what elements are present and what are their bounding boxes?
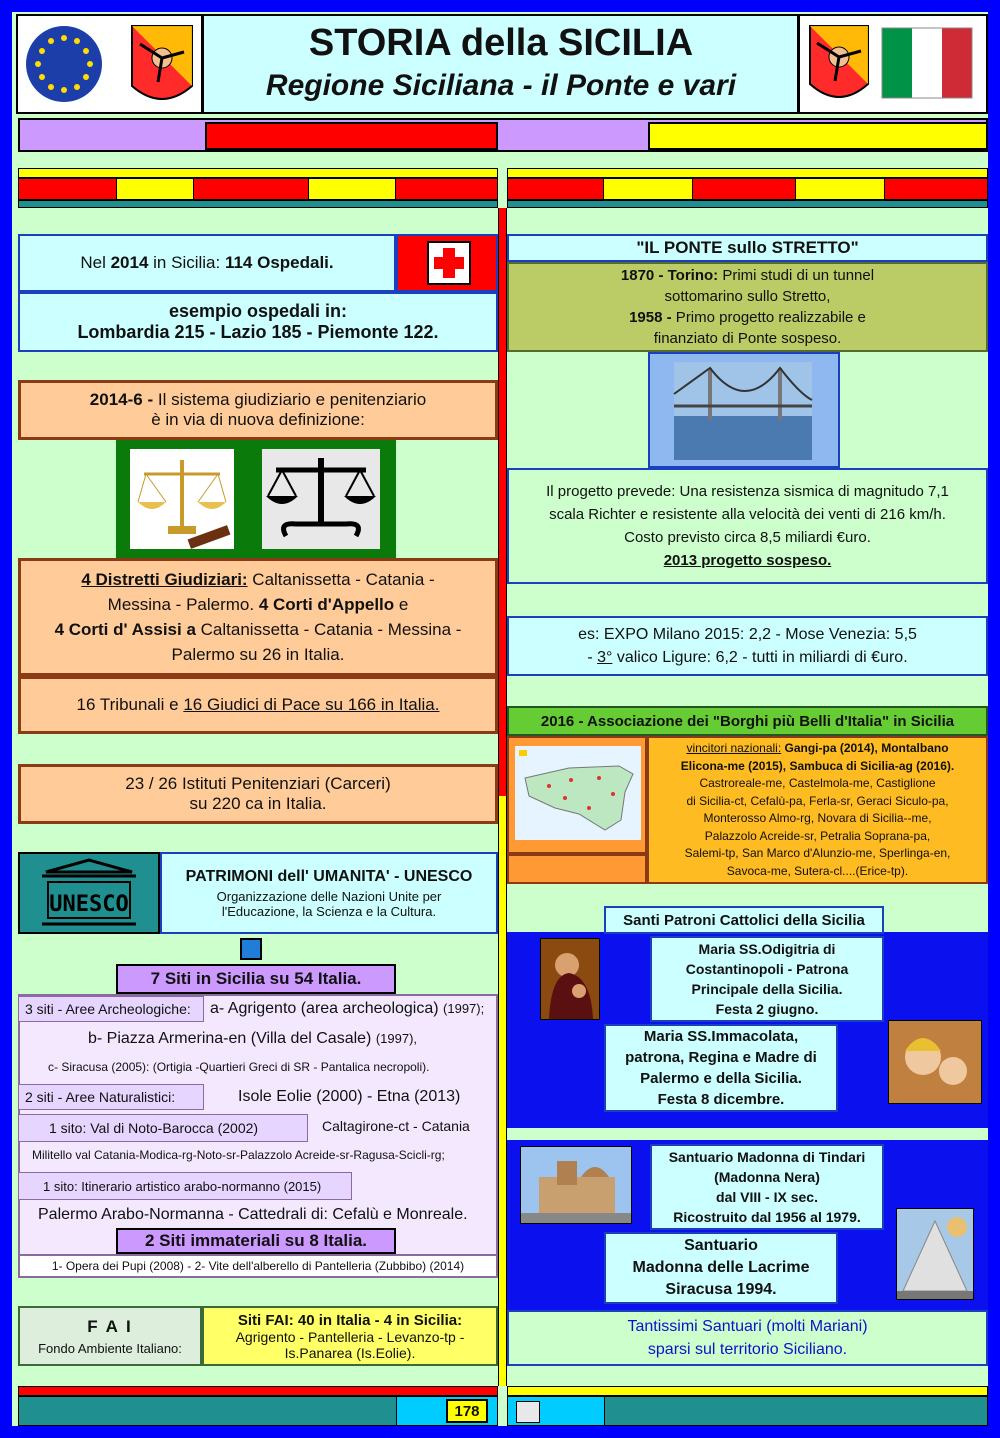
center-divider-lower <box>498 796 507 1386</box>
unesco-logo <box>18 852 160 934</box>
odigitria-box: Maria SS.Odigitria di Costantinopoli - Patrona Principale della Sicilia. Festa 2 giugno. <box>650 936 884 1022</box>
fai-sites-box: Siti FAI: 40 in Italia - 4 in Sicilia: Agrigento - Pantelleria - Levanzo-tp - Is.Panarea (Is.Eolie). <box>202 1306 498 1366</box>
noto-text: Caltagirone-ct - Catania <box>322 1118 470 1134</box>
archeo-a: a- Agrigento (area archeologica) (1997); <box>210 1000 485 1017</box>
justice-box: 2014-6 - Il sistema giudiziario e penitenziario è in via di nuova definizione: <box>18 380 498 440</box>
footer-left <box>18 1386 498 1426</box>
italy-flag-icon <box>800 16 989 112</box>
band-red <box>205 122 498 150</box>
scales-icon <box>262 449 380 549</box>
eu-flag-icon <box>18 16 204 112</box>
right-stripe <box>507 168 988 208</box>
madonna-statue-icon <box>889 1021 981 1103</box>
hospitals-box: Nel 2014 in Sicilia: 114 Ospedali. <box>18 234 396 292</box>
trinacria-icon <box>810 26 868 97</box>
madonna-icon-painting <box>541 939 599 1019</box>
footer-qr-icon <box>516 1401 540 1423</box>
bridge-history-box: 1870 - Torino: Primi studi di un tunnel sottomarino sullo Stretto, 1958 - Primo progetto realizzabile e finanziato di Ponte sospeso. <box>507 262 988 352</box>
tindari-image <box>520 1146 632 1224</box>
immacolata-image <box>888 1020 982 1104</box>
header-right-logos <box>797 16 986 112</box>
justice-images <box>116 440 396 558</box>
borghi-list-box: vincitori nazionali: Gangi-pa (2014), Montalbano Elicona-me (2015), Sambuca di Sicilia-ag (2016). Castroreale-me, Castelmola-me, Castiglione di Sicilia-ct, Cefalù-pa, Ferla-sr, Geraci Siculo-pa, Monterosso Almo-rg, Novara di Sicilia--me, Palazzolo Acreide-sr, Petralia Soprana-pa, Salemi-tp, San Marco d'Alunzio-me, Sperlinga-en, Savoca-me, Sutera-cl....(Erice-tp). <box>647 736 988 884</box>
tindari-church-icon <box>521 1147 631 1223</box>
districts-box: 4 Distretti Giudiziari: Caltanissetta - Catania - Messina - Palermo. 4 Corti d'Appello e 4 Corti d' Assisi a Caltanissetta - Catania - Messina - Palermo su 26 in Italia. <box>18 558 498 676</box>
unesco-title-box: PATRIMONI dell' UMANITA' - UNESCO Organizzazione delle Nazioni Unite per l'Educazione, la Scienza e la Cultura. <box>160 852 498 934</box>
borghi-bottom-strip <box>507 854 647 884</box>
bridge-photo-icon <box>650 354 838 466</box>
red-cross-icon <box>396 234 498 292</box>
page-title: STORIA della SICILIA <box>308 22 694 64</box>
immaterial-text: 1- Opera dei Pupi (2008) - 2- Vite dell'alberello di Pantelleria (Zubbibo) (2014) <box>18 1254 498 1278</box>
sicily-map-image <box>507 736 647 854</box>
bridge-title-box: "IL PONTE sullo STRETTO" <box>507 234 988 262</box>
trinacria-icon <box>132 26 192 99</box>
siracusa-sanctuary-icon <box>897 1209 973 1299</box>
odigitria-image <box>540 938 600 1020</box>
archeo-b: b- Piazza Armerina-en (Villa del Casale) (1997), <box>88 1030 418 1047</box>
page-number: 178 <box>446 1399 488 1423</box>
tindari-box: Santuario Madonna di Tindari (Madonna Nera) dal VIII - IX sec. Ricostruito dal 1956 al 1979. <box>650 1144 884 1230</box>
borghi-title-box: 2016 - Associazione dei "Borghi più Belli d'Italia" in Sicilia <box>507 706 988 736</box>
fai-label-box: F A I Fondo Ambiente Italiano: <box>18 1306 202 1366</box>
patrons-title: Santi Patroni Cattolici della Sicilia <box>604 906 884 934</box>
noto-list: Militello val Catania-Modica-rg-Noto-sr-Palazzolo Acreide-sr-Ragusa-Scicli-rg; <box>32 1148 445 1162</box>
left-stripe <box>18 168 498 208</box>
immaterial-title: 2 Siti immateriali su 8 Italia. <box>116 1228 396 1254</box>
expo-box: es: EXPO Milano 2015: 2,2 - Mose Venezia: 5,5 - 3° valico Ligure: 6,2 - tutti in miliardi di €uro. <box>507 616 988 676</box>
siracusa-image <box>896 1208 974 1300</box>
tribunals-box: 16 Tribunali e 16 Giudici di Pace su 166 in Italia. <box>18 676 498 734</box>
arab-label: 1 sito: Itinerario artistico arabo-normanno (2015) <box>18 1172 352 1200</box>
unesco-sites-title: 7 Siti in Sicilia su 54 Italia. <box>116 964 396 994</box>
hospitals-example-box: esempio ospedali in: Lombardia 215 - Lazio 185 - Piemonte 122. <box>18 292 498 352</box>
santuari-box: Tantissimi Santuari (molti Mariani) sparsi sul territorio Siciliano. <box>507 1310 988 1366</box>
siracusa-box: Santuario Madonna delle Lacrime Siracusa 1994. <box>604 1232 838 1304</box>
svg-text:UNESCO: UNESCO <box>49 892 129 917</box>
natural-label: 2 siti - Aree Naturalistici: <box>18 1084 204 1110</box>
qr-icon <box>240 938 262 960</box>
archeo-c: c- Siracusa (2005): (Ortigia -Quartieri Greci di SR - Pantalica necropoli). <box>48 1060 430 1074</box>
archeo-label: 3 siti - Aree Archeologiche: <box>18 996 204 1022</box>
header-title-block <box>207 16 795 112</box>
prisons-box: 23 / 26 Istituti Penitenziari (Carceri) su 220 ca in Italia. <box>18 764 498 824</box>
natural-text: Isole Eolie (2000) - Etna (2013) <box>238 1088 461 1105</box>
scales-gavel-icon <box>130 449 234 549</box>
page-subtitle: Regione Siciliana - il Ponte e vari <box>265 69 737 102</box>
immacolata-box: Maria SS.Immacolata, patrona, Regina e Madre di Palermo e della Sicilia. Festa 8 dicembre. <box>604 1024 838 1112</box>
footer-right <box>507 1386 988 1426</box>
unesco-temple-icon <box>20 854 158 932</box>
center-divider <box>498 208 507 796</box>
band-yellow <box>648 122 988 150</box>
sicily-map-icon <box>509 738 645 852</box>
arab-text: Palermo Arabo-Normanna - Cattedrali di: Cefalù e Monreale. <box>38 1206 468 1223</box>
bridge-image <box>648 352 840 468</box>
noto-label: 1 sito: Val di Noto-Barocca (2002) <box>18 1114 308 1142</box>
header-left-logos <box>18 16 204 112</box>
bridge-project-box: Il progetto prevede: Una resistenza sismica di magnitudo 7,1 scala Richter e resistente alla velocità dei venti di 216 km/h. Costo previsto circa 8,5 miliardi €uro. 2013 progetto sospeso. <box>507 468 988 584</box>
